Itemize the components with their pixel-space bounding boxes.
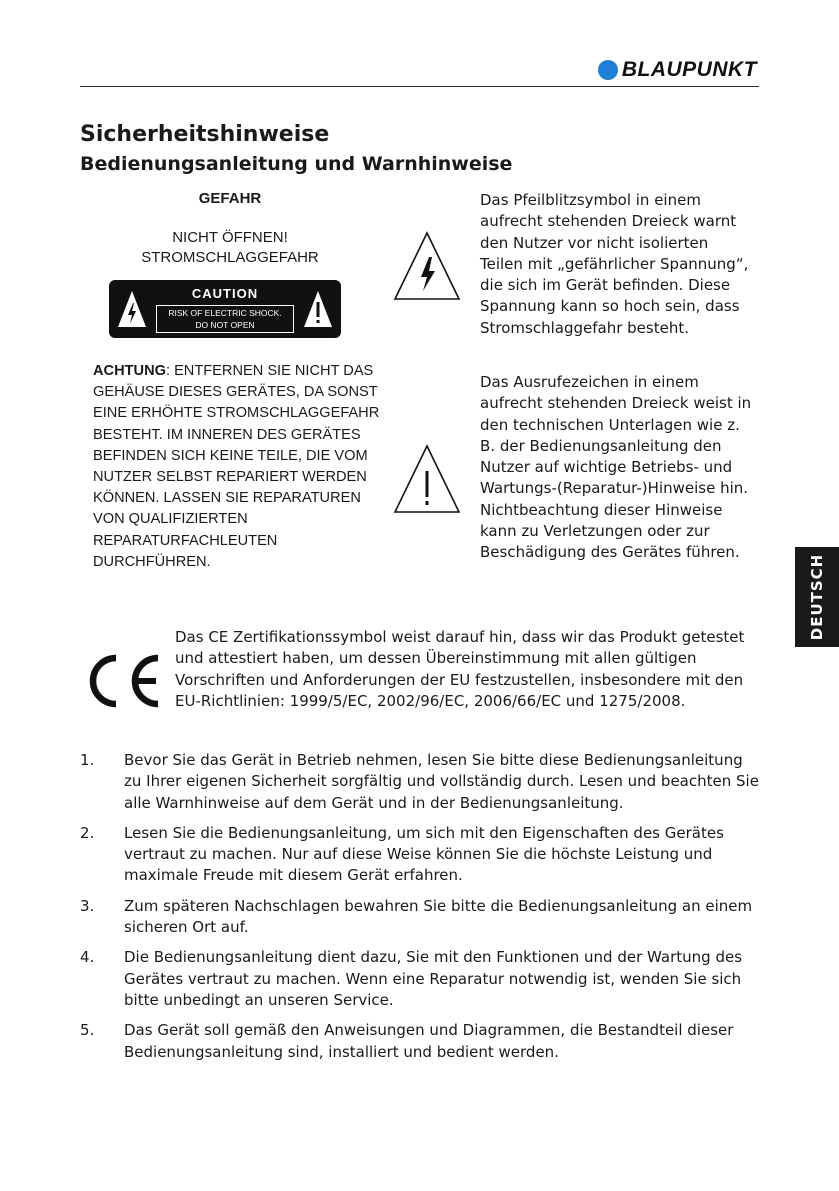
list-item-text: Bevor Sie das Gerät in Betrieb nehmen, lesen Sie bitte diese Bedienungsanleitung zu Ihrer eigenen Sicherheit sorgfältig und vollständig durch. Lesen und beachten Sie alle Warnhinweise auf dem Gerät und in der Bedienungsanleitung. [124,751,759,812]
danger-line-1: NICHT ÖFFNEN! [172,229,288,246]
caution-title: CAUTION [191,286,259,301]
achtung-warning [93,361,383,573]
list-item-number: 2. [80,823,95,842]
lightning-warning-icon [117,290,147,328]
exclamation-symbol-text: Das Ausrufezeichen in einem aufrecht stehenden Dreieck weist in den technischen Unterlagen wie z. B. der Bedienungsanleitung den Nutzer auf wichtige Betriebs- und Wartungs-(Reparatur-)Hinweise hin. Nichtbeachtung dieser Hinweise kann zu Verletzungen oder zur Beschädigung des Gerätes führen. [480,373,752,562]
list-item [80,1020,760,1063]
brand-name: BLAUPUNKT [621,58,757,81]
exclamation-warning-icon [303,290,333,328]
list-item-number: 4. [80,948,95,967]
page-subtitle: Bedienungsanleitung und Warnhinweise [80,153,513,175]
list-item [80,896,760,939]
header-divider [80,86,759,87]
ce-mark-icon [80,652,162,710]
exclamation-triangle-icon [392,443,462,515]
brand-logo [598,58,757,82]
instructions-list [80,750,760,1072]
danger-text [80,228,380,268]
caution-label [109,280,341,338]
lightning-triangle-icon [392,230,462,302]
language-tab [795,547,839,647]
list-item [80,947,760,1011]
danger-heading: GEFAHR [198,190,262,207]
list-item [80,750,760,814]
list-item-number: 3. [80,896,95,915]
list-item-text: Das Gerät soll gemäß den Anweisungen und Diagrammen, die Bestandteil dieser Bedienungsanleitung sind, installiert und bedient werden. [124,1021,734,1061]
list-item [80,823,760,887]
caution-line-2: DO NOT OPEN [195,320,255,330]
caution-text-box [156,286,294,332]
caution-line-1: RISK OF ELECTRIC SHOCK. [168,308,282,318]
list-item-number: 1. [80,751,95,769]
lightning-symbol-text: Das Pfeilblitzsymbol in einem aufrecht stehenden Dreieck warnt den Nutzer vor nicht isolierten Teilen mit „gefährlicher Spannung“, die sich im Gerät befinden. Diese Spannung kann so hoch sein, dass Stromschlaggefahr besteht. [480,191,749,337]
ce-text: Das CE Zertifikationssymbol weist darauf hin, dass wir das Produkt getestet und attestiert haben, um dessen Übereinstimmung mit allen gültigen Vorschriften und Anforderungen der EU festzustellen, insbesondere mit den EU-Richtlinien: 1999/5/EC, 2002/96/EC, 2006/66/EC und 1275/2008. [175,628,745,710]
list-item-text: Lesen Sie die Bedienungsanleitung, um sich mit den Eigenschaften des Gerätes vertraut zu machen. Nur auf diese Weise können Sie die höchste Leistung und maximale Freude mit diesem Gerät erfahren. [124,823,724,885]
list-item-number: 5. [80,1021,95,1040]
page-title: Sicherheitshinweise [80,122,330,147]
language-tab-label: DEUTSCH [808,553,827,641]
caution-subtext [156,305,294,333]
brand-dot-icon [598,60,618,80]
list-item-text: Zum späteren Nachschlagen bewahren Sie bitte die Bedienungsanleitung an einem sicheren Ort auf. [124,896,753,937]
list-item-text: Die Bedienungsanleitung dient dazu, Sie mit den Funktionen und der Wartung des Gerätes vertraut zu machen. Wenn eine Reparatur notwendig ist, wenden Sie sich bitte unbedingt an unseren Service. [124,948,743,1009]
danger-line-2: STROMSCHLAGGEFAHR [141,249,319,266]
achtung-text: : ENTFERNEN SIE NICHT DAS GEHÄUSE DIESES GERÄTES, DA SONST EINE ERHÖHTE STROMSCHLAGGEFAHR BESTEHT. IM INNEREN DES GERÄTES BEFINDEN SICH KEINE TEILE, DIE VOM NUTZER SELBST REPARIERT WERDEN KÖNNEN. LASSEN SIE REPARATUREN VON QUALIFIZIERTEN REPARATURFACHLEUTEN DURCHFÜHREN. [93,363,380,570]
achtung-label: ACHTUNG [93,363,166,379]
